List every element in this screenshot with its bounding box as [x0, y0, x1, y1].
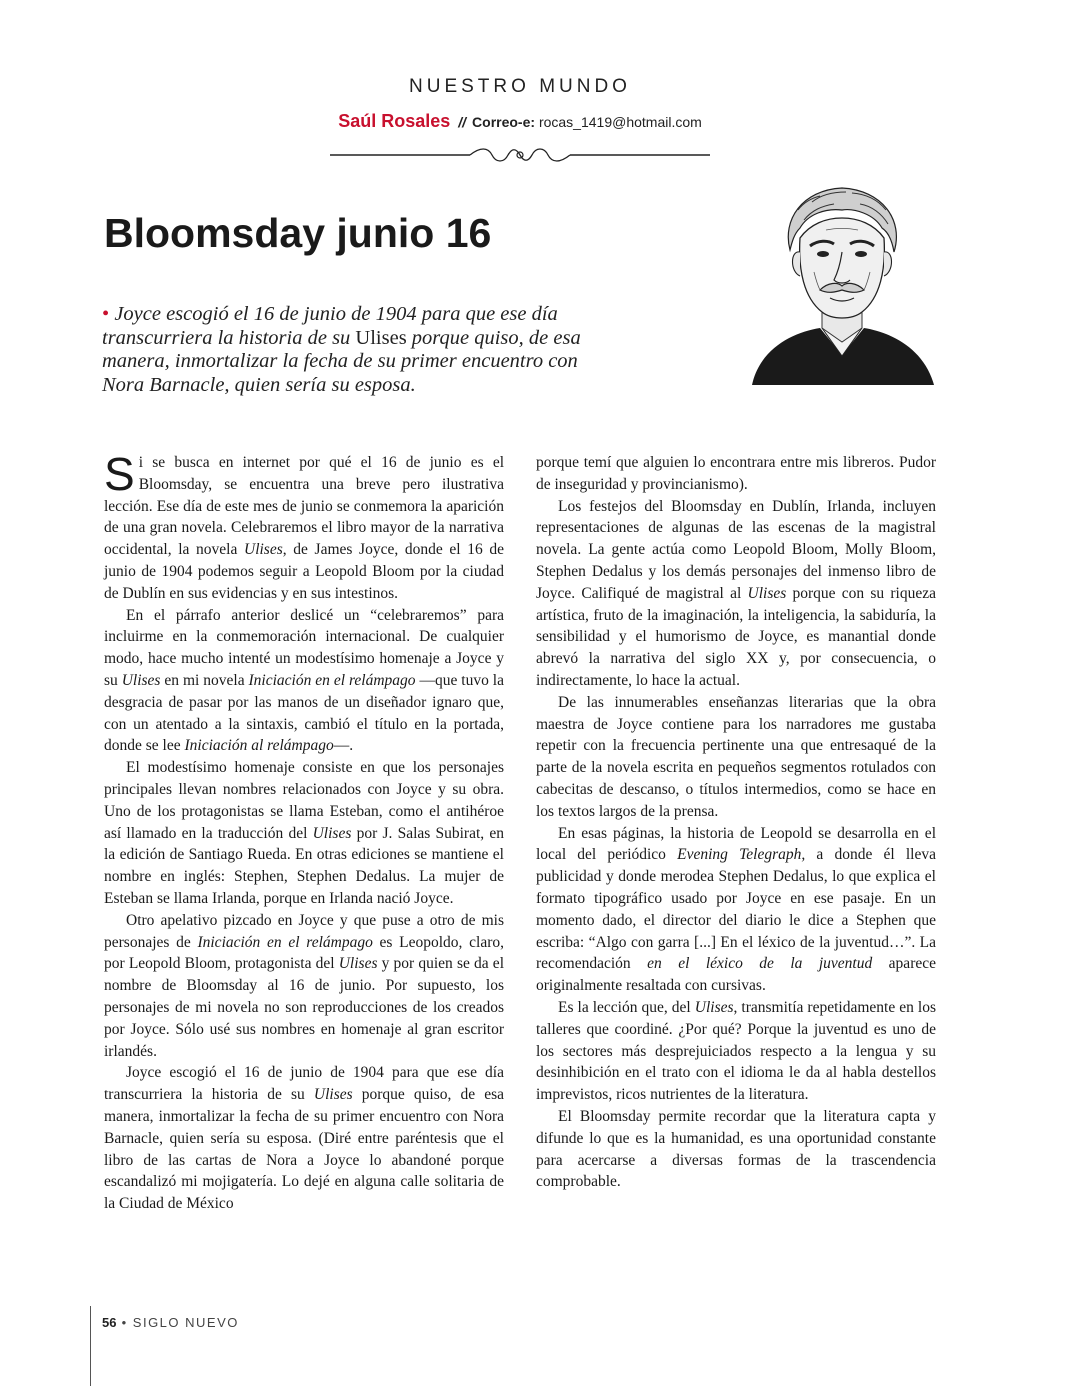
text: Ulises: [313, 1086, 353, 1104]
paragraph: [104, 605, 504, 758]
text: i se busca en internet por qué el 16 de junio es el Bloomsday, se encuentra una breve pero ilustrativa lección. Ese día de este mes de junio se conmemora la aparición de una gran novela. Celebraremos el libro mayor de la narrativa occidental, la novela: [104, 454, 504, 559]
flourish-divider-icon: [330, 144, 710, 166]
text: Ulises: [244, 541, 283, 559]
text: —que tuvo la desgracia de pasar por las manos de un diseñador ignaro que, con un atentado a la sintaxis, cambió el título en la portada, donde se lee: [104, 671, 504, 755]
article-title: Bloomsday junio 16: [104, 210, 492, 256]
paragraph: [104, 910, 504, 1063]
text: , de James Joyce, donde el 16 de junio de 1904 podemos seguir a Leopold Bloom por la ciudad de Dublín en sus evidencias y en sus intestinos.: [104, 541, 504, 602]
text: y por quien se da el nombre de Bloomsday al 16 de junio. Por supuesto, los personajes de mi novela no son reproducciones de los creados por Joyce. Sólo usé sus nombres en homenaje al gran escritor irlandés.: [104, 955, 504, 1060]
text: —.: [333, 737, 354, 755]
byline: [0, 111, 1040, 132]
lede-text: porque quiso, de esa manera, inmortalizar la fecha de su primer encuentro con Nora Barnacle, quien sería su esposa.: [102, 326, 581, 396]
text: El Bloomsday permite recordar que la literatura capta y difunde lo que es la humanidad, es una oportunidad constante para acercarse a diversas formas de la trascendencia comprobable.: [536, 1107, 936, 1191]
paragraph: [104, 757, 504, 910]
text: De las innumerables enseñanzas literarias que la obra maestra de Joyce contiene para los narradores me gustaba repetir con la frecuencia pertinente una que entresaqué de la parte de la novela escrita en pequeños segmentos rotulados con cabecitas de descanso, o títulos intermedios, como se hace en los textos largos de la prensa.: [536, 693, 936, 820]
author-portrait-illustration: [742, 180, 942, 390]
text: por J. Salas Subirat, en la edición de Santiago Rueda. En otras ediciones se mantiene el nombre en inglés: Stephen, Stephen Dedalus. La mujer de Esteban se llama Irlanda, porque en Irlanda nació Joyce.: [104, 824, 504, 907]
text: en mi novela: [160, 671, 249, 689]
paragraph: [536, 997, 936, 1106]
lede-quote: [102, 303, 622, 397]
publication-name: SIGLO NUEVO: [132, 1315, 239, 1330]
article-column-left: [104, 448, 504, 1215]
text: a donde él lleva publicidad y donde merodea Stephen Dedalus, lo que explica el formato tipográfico usado por Joyce en ese pasaje. En un momento dado, el director del diario le dice a Stephen que escriba: “Algo con garra [...] En el léxico de la juventud…”. La recomendación: [536, 846, 936, 973]
text: Ulises: [747, 584, 787, 602]
text: en el léxico de la juventud: [647, 955, 873, 973]
page-number: 56: [102, 1315, 117, 1330]
text: Ulises: [121, 671, 161, 689]
paragraph: [536, 496, 936, 692]
lede-work-title: Ulises: [355, 326, 407, 349]
paragraph: [104, 448, 504, 605]
paragraph: [536, 692, 936, 823]
author-email: rocas_1419@hotmail.com: [538, 114, 702, 130]
text: Es la lección que, del: [558, 998, 695, 1016]
email-label: Correo-e:: [472, 114, 536, 130]
article-column-right: [536, 452, 936, 1193]
text: , transmitía repetidamente en los talleres que coordiné. ¿Por qué? Porque la juventud es uno de los sectores más desprejuiciados respecto a la lengua y su desinhibición en el trato con el idioma le da al habla destellos imprevistos, ricos nutrientes de la literatura.: [536, 998, 936, 1104]
text: Evening Telegraph,: [677, 846, 806, 864]
text: Ulises: [338, 955, 378, 973]
text: Ulises: [694, 998, 734, 1016]
text: Otro apelativo pizcado en Joyce y que puse a otro de mis personajes de: [104, 911, 504, 951]
text: Iniciación en el relámpago: [248, 671, 416, 689]
text: porque quiso, de esa manera, inmortalizar la fecha de su primer encuentro con Nora Barnacle, quien sería su esposa. (Diré entre paréntesis que el libro de las cartas de Nora a Joyce lo abandoné porque escandalizó mi mojigatería. Lo dejé en alguna calle solitaria de la Ciudad de México: [104, 1086, 504, 1213]
text: Iniciación en el relámpago: [197, 933, 373, 951]
lede-text: Joyce escogió el 16 de junio de 1904 para que ese día transcurriera la historia de su: [102, 303, 558, 349]
text: En el párrafo anterior deslicé un “celebraremos” para incluirme en la conmemoración internacional. De cualquier modo, hace mucho intenté un modestísimo homenaje a Joyce y su: [104, 606, 504, 689]
page-footer: [102, 1315, 239, 1330]
section-title: NUESTRO MUNDO: [409, 76, 631, 97]
text: porque temí que alguien lo encontrara entre mis libreros. Pudor de inseguridad y provincianismo).: [536, 454, 936, 493]
text: aparece originalmente resaltada con cursivas.: [536, 955, 936, 995]
paragraph: [536, 452, 936, 496]
paragraph: [104, 1062, 504, 1215]
byline-separator: //: [458, 114, 467, 130]
drop-cap: S: [104, 448, 135, 500]
text: Joyce escogió el 16 de junio de 1904 para que ese día transcurriera la historia de su: [104, 1064, 504, 1104]
text: es Leopoldo, claro, por Leopold Bloom, protagonista del: [104, 933, 504, 973]
text: porque con su riqueza artística, fruto de la imaginación, la inteligencia, la sabiduría, la sensibilidad y el humorismo de Joyce, es manantial donde abrevó la narrativa del siglo XX y, por consecuencia, o indirectamente, lo hace la actual.: [536, 584, 937, 689]
footer-dot: •: [121, 1315, 128, 1330]
footer-rule: [90, 1306, 91, 1386]
text: En esas páginas, la historia de Leopold se desarrolla en el local del periódico: [536, 824, 936, 864]
lede-bullet: •: [102, 303, 110, 325]
paragraph: [536, 823, 936, 997]
paragraph: [536, 1106, 936, 1193]
text: Iniciación al relámpago: [184, 737, 334, 755]
author-name: Saúl Rosales: [338, 111, 451, 131]
text: El modestísimo homenaje consiste en que los personajes principales llevan nombres relacionados con Joyce y su obra. Uno de los protagonistas se llama Esteban, como el antihéroe así llamado en la traducción del: [104, 759, 504, 842]
text: Ulises: [312, 824, 352, 842]
text: Los festejos del Bloomsday en Dublín, Irlanda, incluyen representaciones de algunas de las escenas de la magistral novela. La gente actúa como Leopold Bloom, Molly Bloom, Stephen Dedalus y los demás personajes del inmenso libro de Joyce. Califiqué de magistral al: [536, 497, 936, 602]
